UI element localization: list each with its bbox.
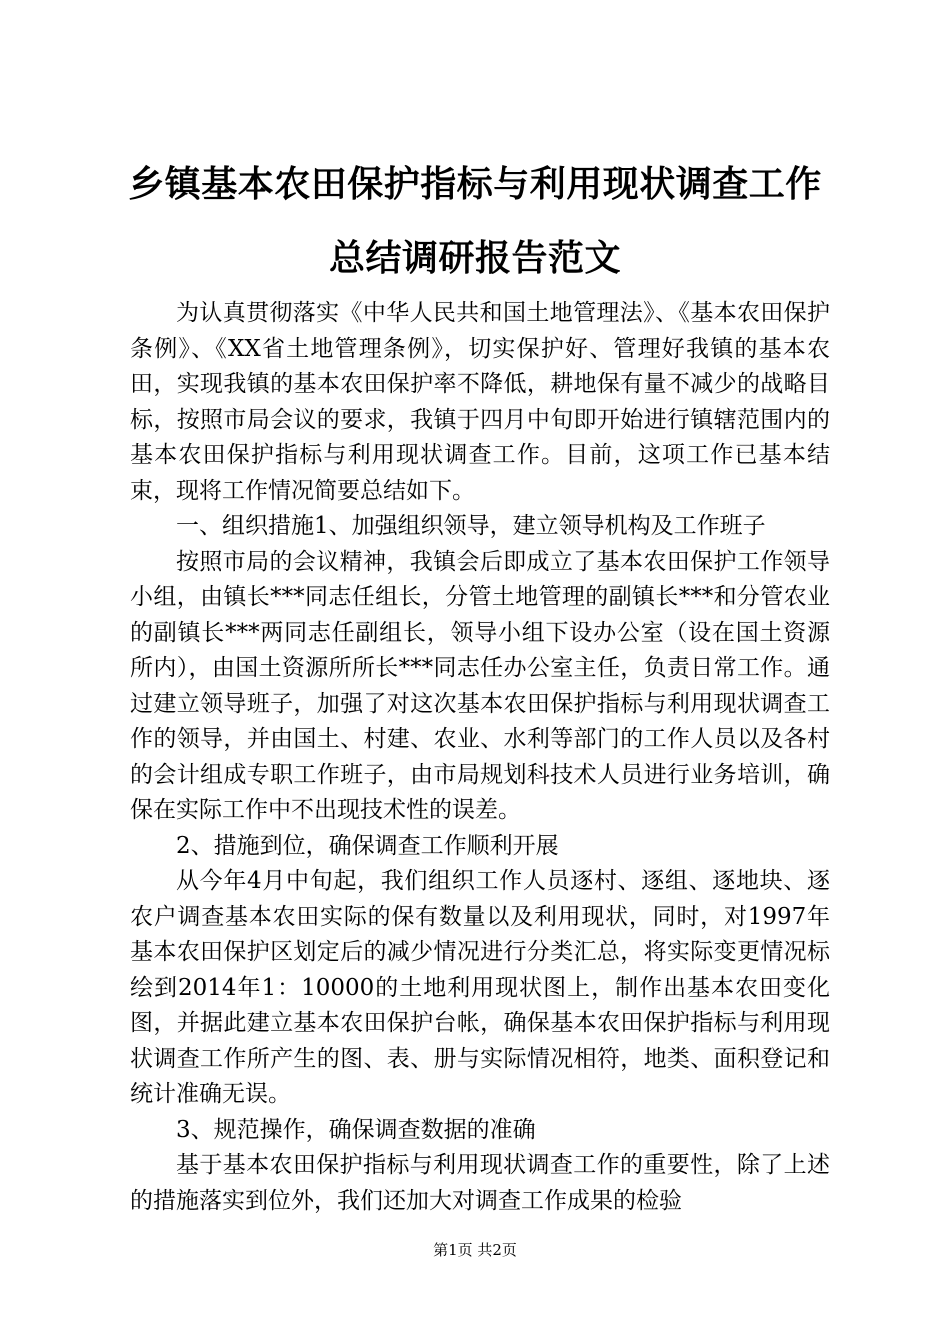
paragraph-intro: 为认真贯彻落实《中华人民共和国土地管理法》、《基本农田保护条例》、《XX省土地管理条例》，切实保护好、管理好我镇的基本农田，实现我镇的基本农田保护率不降低，耕地保有量不减少的战略目标，按照市局会议的要求，我镇于四月中旬即开始进行镇辖范围内的基本农田保护指标与利用现状调查工作。目前，这项工作已基本结束，现将工作情况简要总结如下。 xyxy=(130,300,830,504)
paragraph-organization: 按照市局的会议精神，我镇会后即成立了基本农田保护工作领导小组，由镇长***同志任组长，分管土地管理的副镇长***和分管农业的副镇长***两同志任副组长，领导小组下设办公室（设在国土资源所内），由国土资源所所长***同志任办公室主任，负责日常工作。通过建立领导班子，加强了对这次基本农田保护指标与利用现状调查工作的领导，并由国土、村建、农业、水利等部门的工作人员以及各村的会计组成专职工作班子，由市局规划科技术人员进行业务培训，确保在实际工作中不出现技术性的误差。 xyxy=(130,548,830,823)
section-heading-organization: 一、组织措施1、加强组织领导，建立领导机构及工作班子 xyxy=(176,513,766,539)
paragraph-standardize: 基于基本农田保护指标与利用现状调查工作的重要性，除了上述的措施落实到位外，我们还加大对调查工作成果的检验 xyxy=(130,1152,830,1214)
paragraph-measures: 从今年4月中旬起，我们组织工作人员逐村、逐组、逐地块、逐农户调查基本农田实际的保有数量以及利用现状，同时，对1997年基本农田保护区划定后的减少情况进行分类汇总，将实际变更情况标绘到2014年1：10000的土地利用现状图上，制作出基本农田变化图，并据此建立基本农田保护台帐，确保基本农田保护指标与利用现状调查工作所产生的图、表、册与实际情况相符，地类、面积登记和统计准确无误。 xyxy=(130,868,830,1107)
section-heading-standardize: 3、规范操作，确保调查数据的准确 xyxy=(176,1116,536,1143)
document-title: 乡镇基本农田保护指标与利用现状调查工作总结调研报告范文 xyxy=(128,164,822,279)
section-heading-measures: 2、措施到位，确保调查工作顺利开展 xyxy=(176,832,559,859)
document-body xyxy=(130,296,830,1219)
page-footer: 第1页 共2页 xyxy=(433,1241,517,1259)
